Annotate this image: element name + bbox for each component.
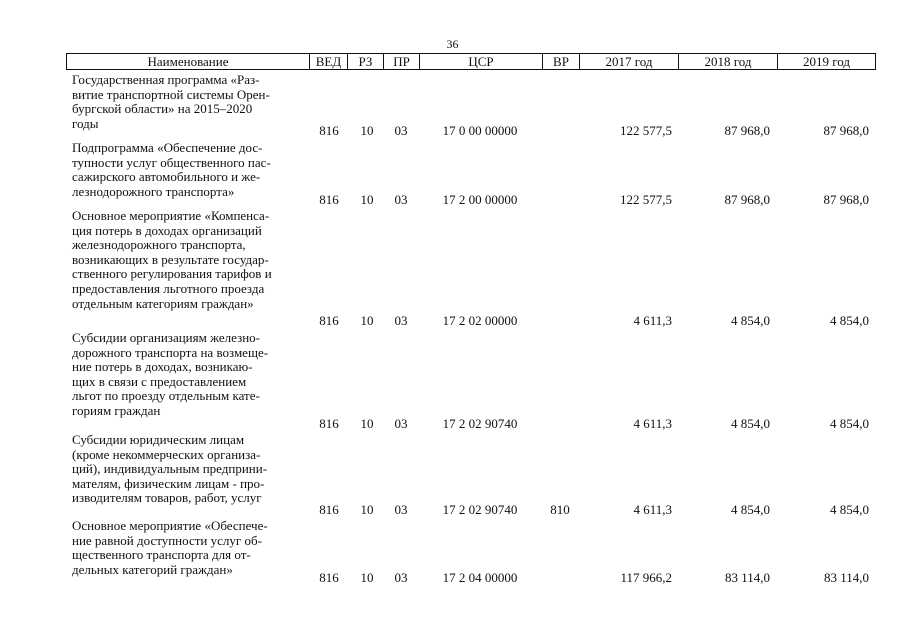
cell-ved: 816 — [319, 416, 339, 431]
header-2017: 2017 год — [579, 53, 679, 70]
cell-2017: 4 611,3 — [633, 502, 672, 517]
cell-2017: 122 577,5 — [620, 192, 672, 207]
cell-2019: 4 854,0 — [830, 502, 869, 517]
cell-2017: 117 966,2 — [620, 570, 672, 585]
header-2018: 2018 год — [678, 53, 778, 70]
cell-2017: 122 577,5 — [620, 123, 672, 138]
cell-2019: 87 968,0 — [823, 192, 869, 207]
cell-2018: 87 968,0 — [724, 123, 770, 138]
cell-csr: 17 2 04 00000 — [442, 570, 518, 585]
row-name: Основное мероприятие «Обеспече- ние равной доступности услуг об- щественного транспорта для от- дельных категорий граждан» — [72, 518, 268, 577]
cell-2017: 4 611,3 — [633, 416, 672, 431]
cell-ved: 816 — [319, 313, 339, 328]
cell-ved: 816 — [319, 502, 339, 517]
cell-csr: 17 2 02 90740 — [442, 502, 518, 517]
header-pr: ПР — [383, 53, 420, 70]
cell-pr: 03 — [394, 123, 408, 138]
cell-csr: 17 2 02 90740 — [442, 416, 518, 431]
page-number: 36 — [446, 37, 459, 51]
cell-rz: 10 — [360, 502, 374, 517]
cell-2018: 87 968,0 — [724, 192, 770, 207]
cell-2018: 4 854,0 — [731, 502, 770, 517]
cell-pr: 03 — [394, 502, 408, 517]
cell-pr: 03 — [394, 416, 408, 431]
cell-ved: 816 — [319, 192, 339, 207]
cell-rz: 10 — [360, 570, 374, 585]
cell-pr: 03 — [394, 192, 408, 207]
cell-2018: 4 854,0 — [731, 416, 770, 431]
row-name: Субсидии организациям железно- дорожного транспорта на возмеще- ние потерь в доходах, возникаю- щих в связи с предоставлением льгот по проезду отдельным кате- гориям граждан — [72, 330, 269, 418]
cell-ved: 816 — [319, 570, 339, 585]
cell-rz: 10 — [360, 416, 374, 431]
cell-csr: 17 0 00 00000 — [442, 123, 518, 138]
header-2019: 2019 год — [777, 53, 876, 70]
cell-vr: 810 — [550, 502, 570, 517]
row-name: Основное мероприятие «Компенса- ция потерь в доходах организаций железнодорожного транспорта, возникающих в результате государ- ственного регулирования тарифов и предоставления льготного проезда отдельным категориям граждан» — [72, 208, 272, 311]
row-name: Субсидии юридическим лицам (кроме некоммерческих организа- ций), индивидуальным предприни- мателям, физическим лицам - про- изводителям товаров, работ, услуг — [72, 432, 268, 506]
cell-2017: 4 611,3 — [633, 313, 672, 328]
cell-2019: 4 854,0 — [830, 313, 869, 328]
cell-rz: 10 — [360, 313, 374, 328]
cell-rz: 10 — [360, 123, 374, 138]
cell-2019: 83 114,0 — [823, 570, 869, 585]
row-name: Подпрограмма «Обеспечение дос- тупности услуг общественного пас- сажирского автомобильного и же- лезнодорожного транспорта» — [72, 140, 271, 199]
cell-2018: 83 114,0 — [724, 570, 770, 585]
header-vr: ВР — [542, 53, 580, 70]
row-name: Государственная программа «Раз- витие транспортной системы Орен- бургской области» на 2015–2020 годы — [72, 72, 270, 131]
header-csr: ЦСР — [419, 53, 543, 70]
header-name: Наименование — [66, 53, 310, 70]
cell-pr: 03 — [394, 570, 408, 585]
cell-ved: 816 — [319, 123, 339, 138]
header-ved: ВЕД — [309, 53, 348, 70]
cell-csr: 17 2 02 00000 — [442, 313, 518, 328]
cell-2018: 4 854,0 — [731, 313, 770, 328]
cell-pr: 03 — [394, 313, 408, 328]
header-rz: РЗ — [347, 53, 384, 70]
cell-csr: 17 2 00 00000 — [442, 192, 518, 207]
cell-2019: 4 854,0 — [830, 416, 869, 431]
cell-2019: 87 968,0 — [823, 123, 869, 138]
cell-rz: 10 — [360, 192, 374, 207]
